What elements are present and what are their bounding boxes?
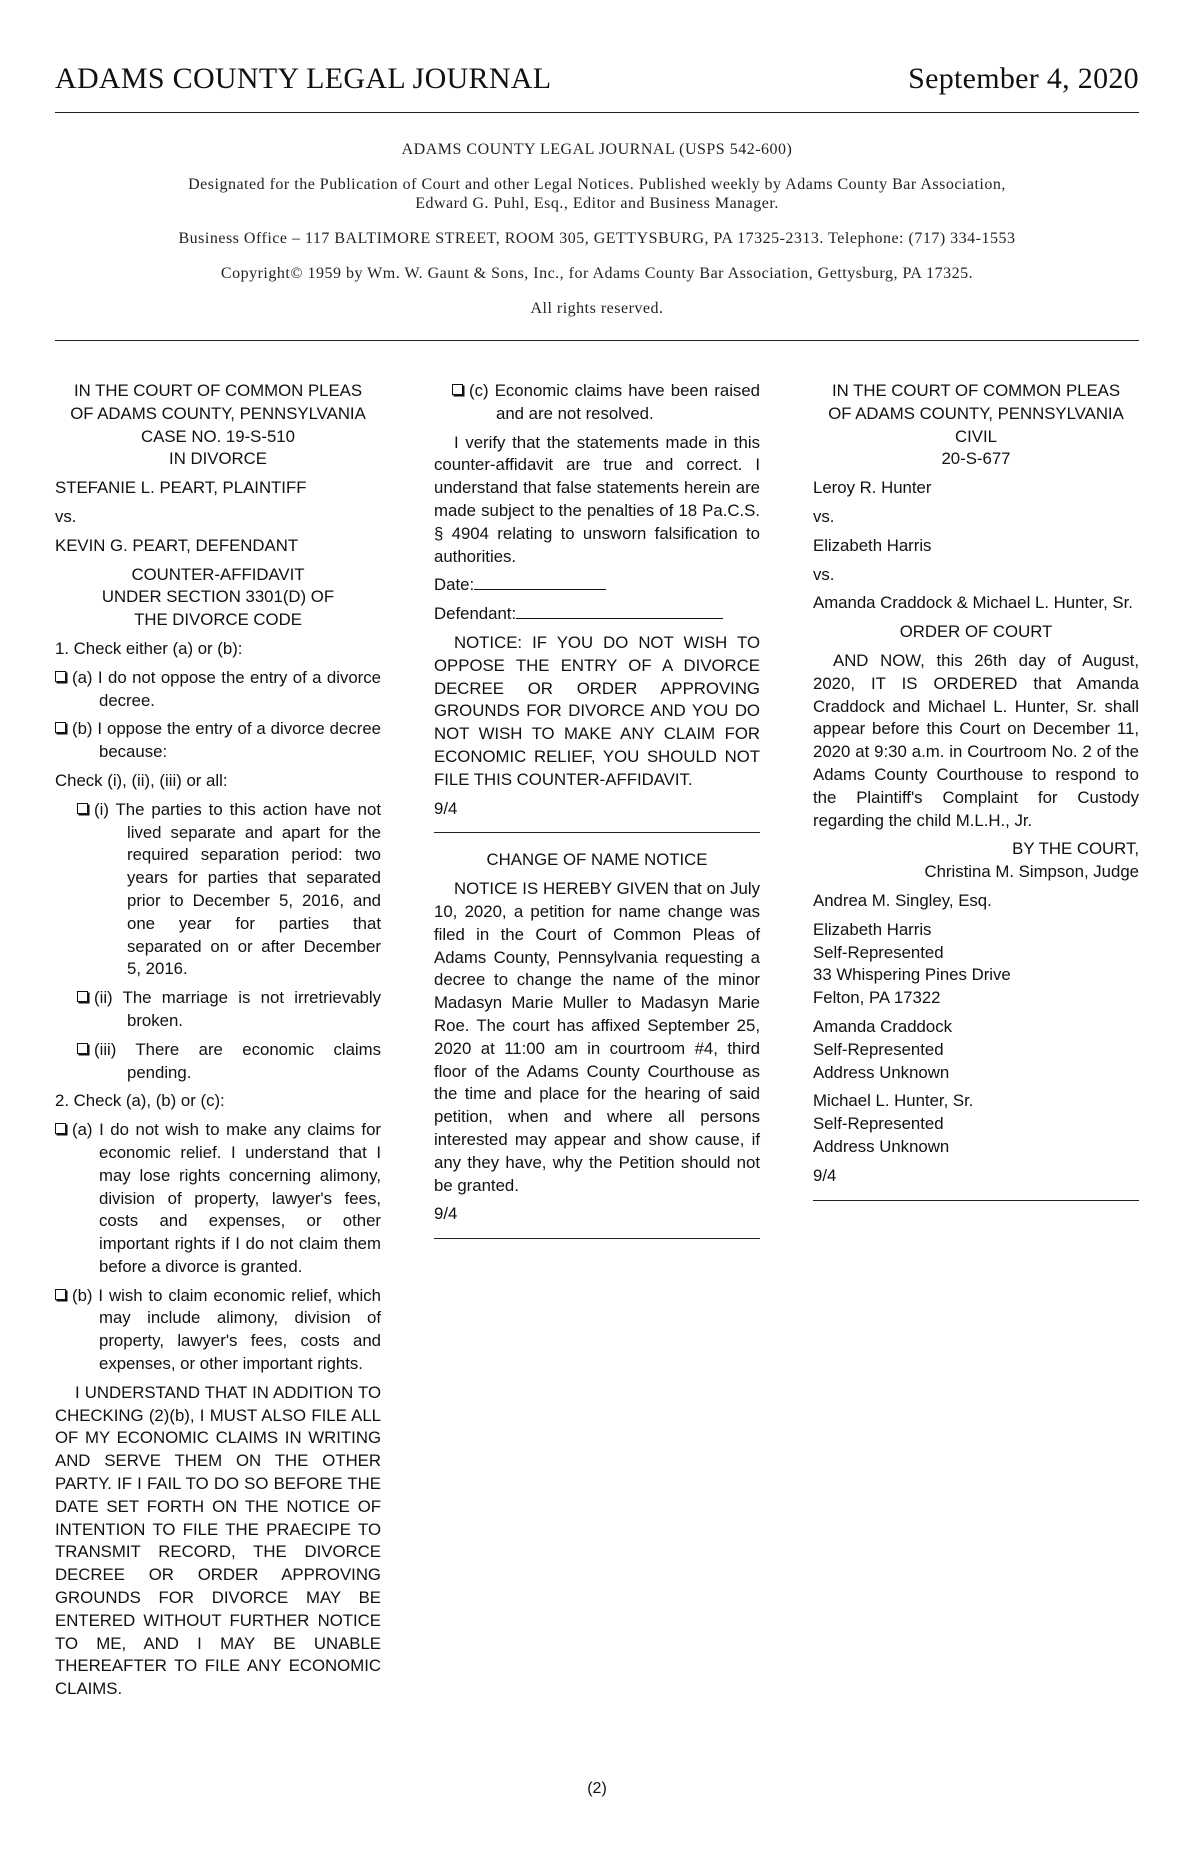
masthead	[55, 62, 1139, 96]
address-block-1	[813, 919, 1139, 1010]
option-2c-text: (c) Economic claims have been raised and are not resolved.	[469, 381, 760, 423]
checkbox-icon	[77, 991, 88, 1002]
affidavit-heading-3: THE DIVORCE CODE	[134, 610, 302, 630]
attorney-name: Andrea M. Singley, Esq.	[813, 890, 992, 910]
court-line-1: IN THE COURT OF COMMON PLEAS	[73, 381, 363, 400]
address-block-3	[813, 1090, 1139, 1158]
top-rule	[55, 112, 1139, 113]
option-2b	[55, 1285, 381, 1376]
versus: vs.	[813, 564, 835, 584]
custody-run-date: 9/4	[813, 1165, 837, 1185]
case-number: CASE NO. 19-S-510	[141, 426, 295, 446]
judge-name: Christina M. Simpson, Judge	[924, 862, 1139, 882]
option-1a-text: (a) I do not oppose the entry of a divorce decree.	[72, 667, 381, 710]
address-name: Amanda Craddock	[813, 1016, 952, 1036]
option-ii-text: (ii) The marriage is not irretrievably broken.	[94, 988, 381, 1030]
address-name: Michael L. Hunter, Sr.	[813, 1091, 974, 1111]
divorce-notice-warning: NOTICE: IF YOU DO NOT WISH TO OPPOSE THE ENTRY OF A DIVORCE DECREE OR ORDER APPROVING GROUNDS FOR DIVORCE AND YOU DO NOT WISH TO MAKE ANY CLAIM FOR ECONOMIC RELIEF, YOU SHOULD NOT FILE THIS COUNTER-AFFIDAVIT.	[434, 632, 760, 789]
address-status: Self-Represented	[813, 1039, 944, 1059]
party-plaintiff: Leroy R. Hunter	[813, 478, 932, 498]
option-iii-text: (iii) There are economic claims pending.	[94, 1039, 381, 1082]
journal-page	[55, 0, 1139, 1855]
case-type: IN DIVORCE	[169, 449, 267, 469]
defendant-label: Defendant:	[434, 604, 517, 624]
case-type: CIVIL	[955, 426, 997, 446]
versus: vs.	[55, 506, 77, 526]
pub-line-usps: ADAMS COUNTY LEGAL JOURNAL (USPS 542-600)	[401, 141, 793, 158]
notice-divider	[434, 1238, 760, 1239]
court-line-2: OF ADAMS COUNTY, PENNSYLVANIA	[70, 403, 366, 423]
notice-divider	[813, 1200, 1139, 1201]
address-status: Self-Represented	[813, 942, 944, 962]
check-sub-instruction: Check (i), (ii), (iii) or all:	[55, 770, 228, 790]
case-number: 20-S-677	[941, 449, 1011, 469]
custody-court-heading	[813, 380, 1139, 471]
court-line-1: IN THE COURT OF COMMON PLEAS	[831, 381, 1121, 400]
pub-line-copyright: Copyright© 1959 by Wm. W. Gaunt & Sons, Inc., for Adams County Bar Association, Gettysburg, PA 17325.	[220, 265, 974, 282]
option-1b	[55, 718, 381, 764]
economic-claims-warning: I UNDERSTAND THAT IN ADDITION TO CHECKING (2)(b), I MUST ALSO FILE ALL OF MY ECONOMIC CLAIMS IN WRITING AND SERVE THEM ON THE OTHER PARTY. IF I FAIL TO DO SO BEFORE THE DATE SET FORTH ON THE NOTICE OF INTENTION TO FILE THE PRAECIPE TO TRANSMIT RECORD, THE DIVORCE DECREE OR ORDER APPROVING GROUNDS FOR DIVORCE MAY BE ENTERED WITHOUT FURTHER NOTICE TO ME, AND I MAY BE UNABLE THEREAFTER TO FILE ANY ECONOMIC CLAIMS.	[55, 1382, 381, 1699]
by-the-court: BY THE COURT,	[1012, 839, 1139, 859]
pub-line-rights: All rights reserved.	[530, 300, 664, 317]
affidavit-heading	[55, 564, 381, 632]
name-change-title: CHANGE OF NAME NOTICE	[486, 850, 708, 870]
checkbox-icon	[55, 1289, 66, 1300]
step-2-instruction: 2. Check (a), (b) or (c):	[55, 1091, 225, 1111]
step-1-instruction: 1. Check either (a) or (b):	[55, 638, 243, 658]
divorce-court-heading	[55, 380, 381, 471]
date-line	[434, 574, 760, 597]
checkbox-icon	[452, 384, 463, 395]
publication-info	[95, 140, 1099, 334]
option-i-text: (i) The parties to this action have not lived separate and apart for the required separation period: two years for parties that separated prior to December 5, 2016, and one year for parties that separated on or after December 5, 2016.	[94, 799, 381, 979]
option-i	[55, 799, 381, 981]
section-rule	[55, 340, 1139, 341]
order-title: ORDER OF COURT	[899, 622, 1053, 642]
date-blank	[474, 575, 606, 590]
column-2	[434, 380, 760, 1255]
address-street: 33 Whispering Pines Drive	[813, 965, 1011, 985]
name-change-run-date: 9/4	[434, 1204, 458, 1224]
versus: vs.	[813, 506, 835, 526]
page-number: (2)	[587, 1780, 607, 1797]
defendant-line	[434, 603, 760, 626]
date-label: Date:	[434, 575, 475, 595]
checkbox-icon	[55, 722, 66, 733]
address-city: Felton, PA 17322	[813, 988, 941, 1008]
option-ii	[55, 987, 381, 1033]
notice-divider	[434, 832, 760, 833]
pub-line-office: Business Office – 117 BALTIMORE STREET, ROOM 305, GETTYSBURG, PA 17325-2313. Telephone: (717) 334-1553	[178, 230, 1016, 247]
pub-line-designation-b: Edward G. Puhl, Esq., Editor and Business Manager.	[415, 195, 779, 212]
name-change-body: NOTICE IS HEREBY GIVEN that on July 10, 2020, a petition for name change was filed in the Court of Common Pleas of Adams County, Pennsylvania requesting a decree to change the name of the minor Madasyn Marie Muller to Madasyn Marie Roe. The court has affixed September 25, 2020 at 11:00 am in courtroom #4, third floor of the Adams County Courthouse as the time and place for the hearing of said petition, when and where all persons interested may appear and show cause, if any they have, why the Petition should not be granted.	[434, 879, 760, 1195]
column-1	[55, 380, 381, 1707]
option-2b-text: (b) I wish to claim economic relief, which may include alimony, division of property, lawyer's fees, costs and expenses, or other important rights.	[72, 1285, 381, 1374]
defendant-signature-blank	[516, 604, 723, 619]
affidavit-heading-1: COUNTER-AFFIDAVIT	[131, 564, 305, 584]
party-defendant-1: Elizabeth Harris	[813, 535, 932, 555]
option-1a	[55, 667, 381, 713]
address-unknown: Address Unknown	[813, 1136, 950, 1156]
checkbox-icon	[77, 803, 88, 814]
address-status: Self-Represented	[813, 1114, 944, 1134]
divorce-run-date: 9/4	[434, 798, 458, 818]
option-2c	[434, 380, 760, 426]
party-defendant-2: Amanda Craddock & Michael L. Hunter, Sr.	[813, 593, 1133, 613]
address-block-2	[813, 1016, 1139, 1084]
address-unknown: Address Unknown	[813, 1062, 950, 1082]
option-2a-text: (a) I do not wish to make any claims for economic relief. I understand that I may lose rights concerning alimony, division of property, lawyer's fees, costs and expenses, or other important rights if I do not claim them before a divorce is granted.	[72, 1120, 381, 1276]
court-line-2: OF ADAMS COUNTY, PENNSYLVANIA	[828, 403, 1124, 423]
order-body: AND NOW, this 26th day of August, 2020, IT IS ORDERED that Amanda Craddock and Michael L. Hunter, Sr. shall appear before this Court on December 11, 2020 at 9:30 a.m. in Courtroom No. 2 of the Adams County Courthouse to respond to the Plaintiff's Complaint for Custody regarding the child M.L.H., Jr.	[813, 650, 1139, 830]
affidavit-heading-2: UNDER SECTION 3301(D) OF	[101, 587, 335, 607]
address-name: Elizabeth Harris	[813, 919, 932, 939]
checkbox-icon	[77, 1043, 88, 1054]
plaintiff: STEFANIE L. PEART, PLAINTIFF	[55, 478, 307, 498]
issue-date: September 4, 2020	[908, 62, 1139, 95]
option-iii	[55, 1039, 381, 1085]
column-3	[813, 380, 1139, 1217]
signature-block	[813, 838, 1139, 884]
option-2a	[55, 1119, 381, 1279]
pub-line-designation	[95, 175, 1099, 213]
checkbox-icon	[55, 671, 66, 682]
option-1b-text: (b) I oppose the entry of a divorce decree because:	[72, 719, 381, 762]
checkbox-icon	[55, 1123, 66, 1134]
verification-statement: I verify that the statements made in this counter-affidavit are true and correct. I understand that false statements herein are made subject to the penalties of 18 Pa.C.S. § 4904 relating to unsworn falsification to authorities.	[434, 432, 760, 566]
journal-title: ADAMS COUNTY LEGAL JOURNAL	[55, 62, 552, 95]
defendant: KEVIN G. PEART, DEFENDANT	[55, 535, 299, 555]
pub-line-designation-a: Designated for the Publication of Court and other Legal Notices. Published weekly by Adams County Bar Association,	[188, 176, 1006, 193]
